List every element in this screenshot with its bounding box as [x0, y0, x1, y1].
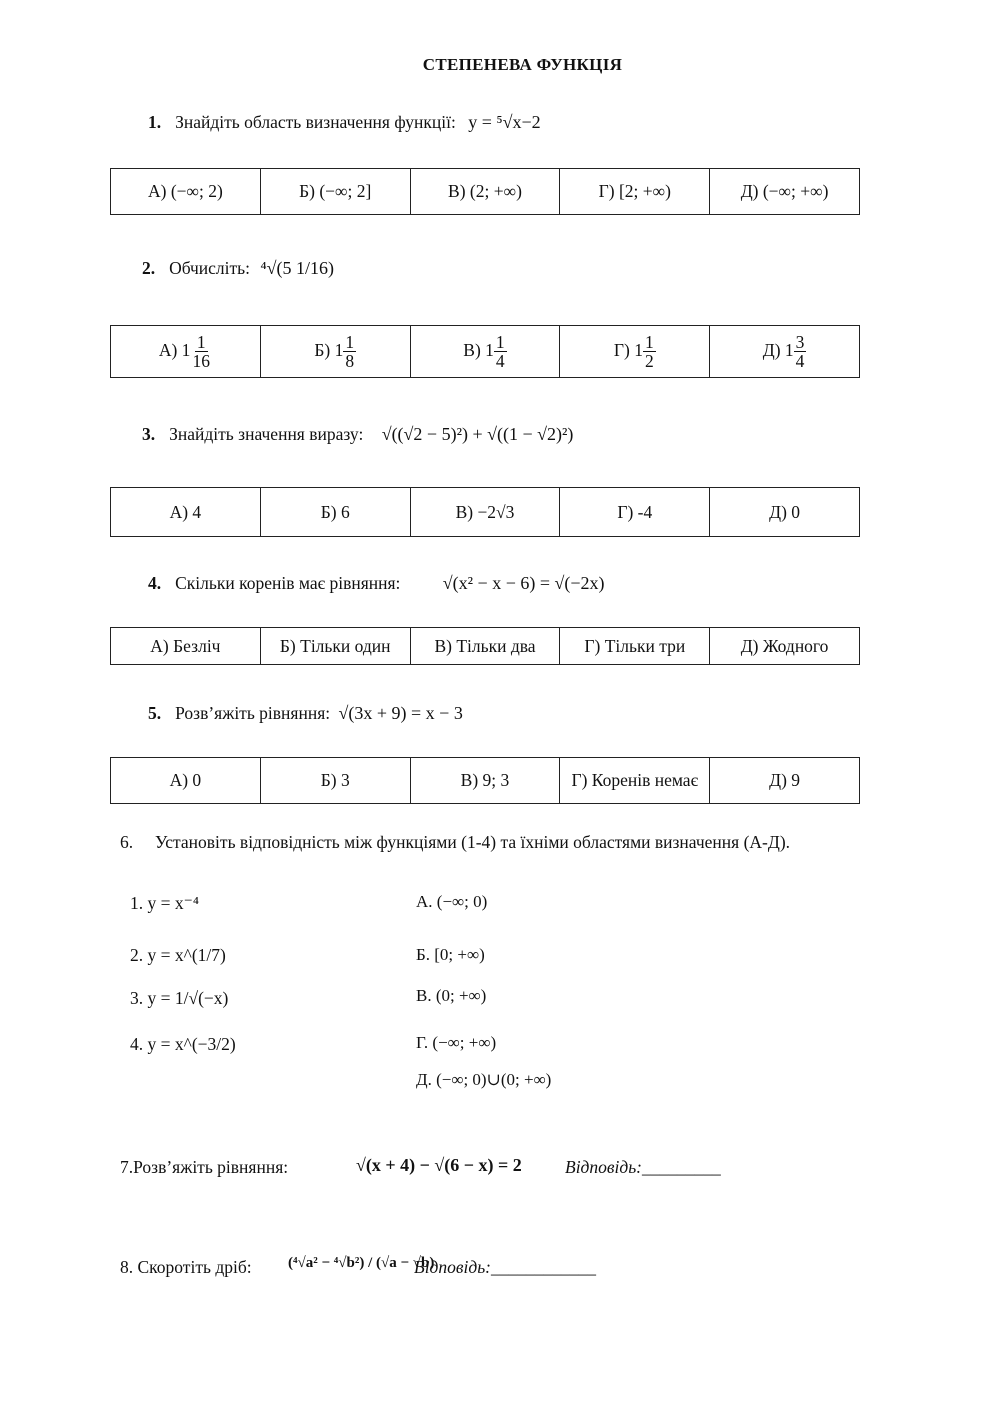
- answer-option-e[interactable]: Д) Жодного: [710, 628, 860, 665]
- answers-table-5: [110, 757, 860, 804]
- question-text: Знайдіть область визначення функції:: [175, 112, 456, 132]
- answer-option-e[interactable]: Д) 1 $\frac{3}{4}$: [710, 326, 860, 378]
- answer-option-d[interactable]: Г) Коренів немає: [560, 758, 710, 804]
- domain-option-d: Г. (−∞; +∞): [416, 1033, 497, 1052]
- answer-option-a[interactable]: А) 0: [111, 758, 261, 804]
- question-5: [148, 703, 463, 724]
- answer-option-b[interactable]: Б) 3: [260, 758, 410, 804]
- answer-option-a[interactable]: А) Безліч: [111, 628, 261, 665]
- answer-option-a[interactable]: А) 1 $\frac{1}{16}$: [111, 326, 261, 378]
- question-formula: y = ⁵√x−2: [468, 112, 541, 132]
- answer-blank[interactable]: _________: [642, 1157, 721, 1177]
- answer-option-e[interactable]: Д) 9: [710, 758, 860, 804]
- question-6-text: 6. Установіть відповідність між функціями (1-4) та їхніми областями визначення (А-Д).: [120, 832, 791, 852]
- answer-option-e[interactable]: Д) (−∞; +∞): [710, 169, 860, 215]
- question-text: Скільки коренів має рівняння:: [175, 573, 401, 593]
- answer-option-b[interactable]: Б) (−∞; 2]: [260, 169, 410, 215]
- question-8-formula: (⁴√a² − ⁴√b²) / (√a − √b): [288, 1255, 435, 1271]
- question-8-text: 8. Скоротіть дріб:: [120, 1257, 252, 1277]
- question-number: 2.: [142, 258, 156, 278]
- question-formula: √((√2 − 5)²) + √((1 − √2)²): [381, 424, 574, 444]
- question-2: [142, 258, 334, 279]
- answer-option-c[interactable]: В) 1 $\frac{1}{4}$: [410, 326, 560, 378]
- question-4: [148, 573, 605, 594]
- answer-option-b[interactable]: Б) 6: [260, 488, 410, 537]
- question-7-text: 7.Розв’яжіть рівняння:: [120, 1157, 289, 1177]
- answer-field-8[interactable]: [414, 1257, 596, 1278]
- question-formula: √(3x + 9) = x − 3: [338, 703, 463, 723]
- domain-option-b: Б. [0; +∞): [416, 945, 485, 964]
- answer-option-b[interactable]: Б) 1 $\frac{1}{8}$: [260, 326, 410, 378]
- question-text: Знайдіть значення виразу:: [169, 424, 364, 444]
- domain-option-e: Д. (−∞; 0)∪(0; +∞): [416, 1070, 552, 1089]
- function-4: 4. y = x^(−3/2): [130, 1034, 236, 1054]
- answer-option-c[interactable]: В) (2; +∞): [410, 169, 560, 215]
- answer-option-c[interactable]: В) −2√3: [410, 488, 560, 537]
- answer-label: Відповідь:: [414, 1257, 492, 1277]
- function-2: 2. y = x^(1/7): [130, 945, 226, 965]
- function-3: 3. y = 1/√(−x): [130, 988, 229, 1008]
- answer-option-d[interactable]: Г) Тільки три: [560, 628, 710, 665]
- question-number: 4.: [148, 573, 162, 593]
- question-3: [142, 424, 573, 445]
- question-text: Розв’яжіть рівняння:: [175, 703, 331, 723]
- answer-label: Відповідь:: [565, 1157, 643, 1177]
- question-number: 3.: [142, 424, 156, 444]
- question-7-formula: √(x + 4) − √(6 − x) = 2: [356, 1155, 522, 1175]
- answer-option-a[interactable]: А) (−∞; 2): [111, 169, 261, 215]
- domain-option-c: В. (0; +∞): [416, 986, 487, 1005]
- answer-option-c[interactable]: В) Тільки два: [410, 628, 560, 665]
- answer-option-e[interactable]: Д) 0: [710, 488, 860, 537]
- question-number: 5.: [148, 703, 162, 723]
- question-number: 1.: [148, 112, 162, 132]
- domain-option-a: А. (−∞; 0): [416, 892, 488, 911]
- question-formula: ⁴√(5 1/16): [260, 258, 335, 278]
- answer-option-d[interactable]: Г) -4: [560, 488, 710, 537]
- question-1: [148, 112, 541, 133]
- answer-blank[interactable]: ____________: [491, 1257, 597, 1277]
- page-title: СТЕПЕНЕВА ФУНКЦІЯ: [422, 55, 623, 74]
- answer-field-7[interactable]: [565, 1157, 721, 1178]
- question-formula: √(x² − x − 6) = √(−2x): [442, 573, 605, 593]
- answer-option-a[interactable]: А) 4: [111, 488, 261, 537]
- answer-option-c[interactable]: В) 9; 3: [410, 758, 560, 804]
- answers-table-2: [110, 325, 860, 378]
- answer-option-d[interactable]: Г) 1 $\frac{1}{2}$: [560, 326, 710, 378]
- answers-table-1: [110, 168, 860, 215]
- answers-table-4: [110, 627, 860, 665]
- answers-table-3: [110, 487, 860, 537]
- question-text: Обчисліть:: [169, 258, 251, 278]
- answer-option-d[interactable]: Г) [2; +∞): [560, 169, 710, 215]
- function-1: 1. y = x⁻⁴: [130, 893, 199, 913]
- answer-option-b[interactable]: Б) Тільки один: [260, 628, 410, 665]
